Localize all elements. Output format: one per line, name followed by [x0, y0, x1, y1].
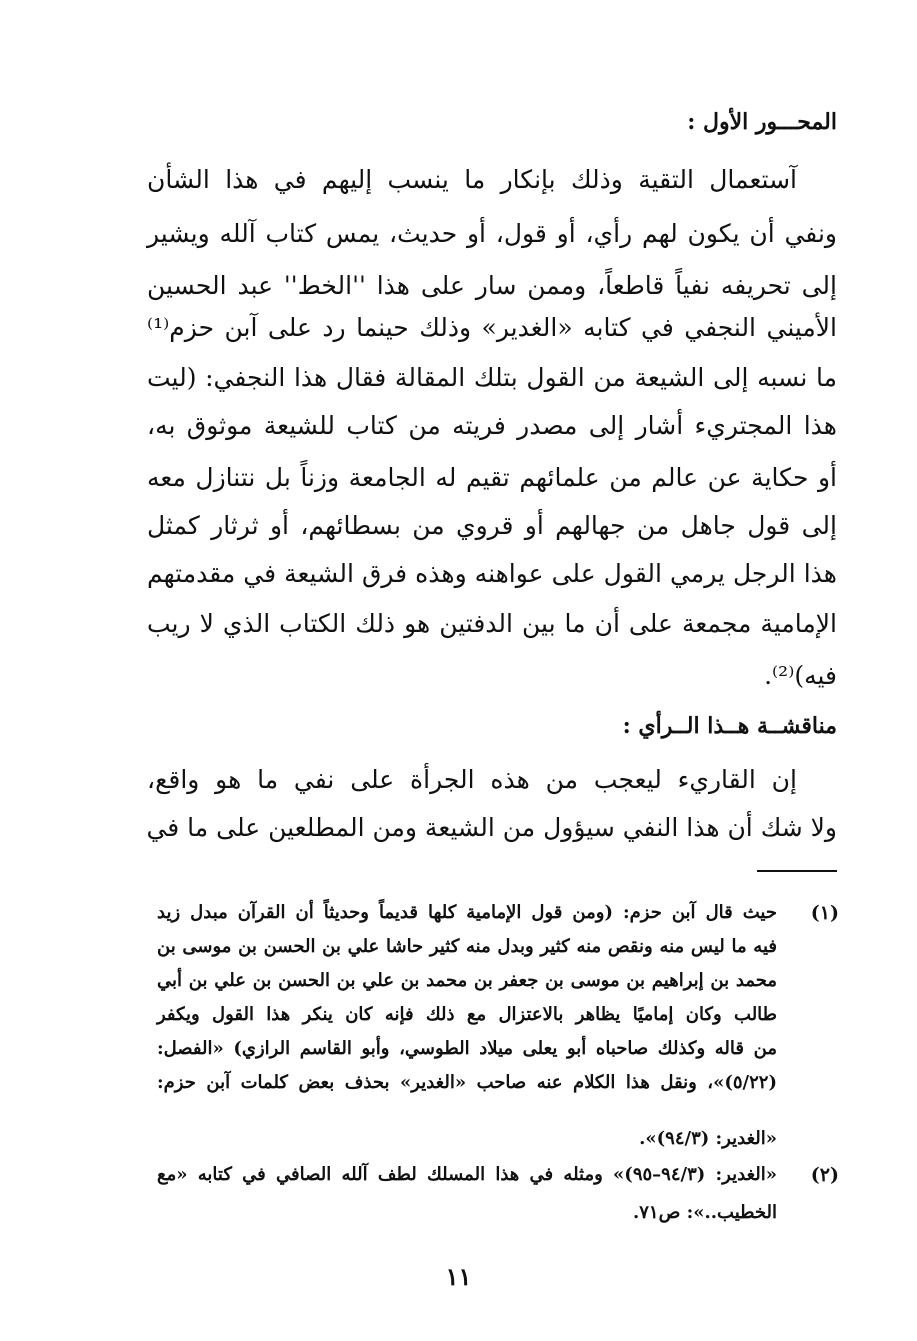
- footnote-line: (٥/٢٢)»، ونقل هذا الكلام عنه صاحب «الغدير» بحذف بعض كلمات آبن حزم:: [157, 1072, 777, 1093]
- footnote-line: «الغدير: (٩٤/٣)».: [639, 1128, 777, 1149]
- footnote-line: فيه ما ليس منه ونقص منه كثير وبدل منه كثير حاشا علي بن الحسن بن موسى بن: [157, 936, 777, 957]
- footnote-line: حيث قال آبن حزم: (ومن قول الإمامية كلها قديماً وحديثاً أن القرآن مبدل زيد: [157, 902, 777, 923]
- body-line: إلى تحريفه نفياً قاطعاً، وممن سار على هذا ''الخط'' عبد الحسين: [147, 271, 837, 300]
- body-line: الأميني النجفي في كتابه «الغدير» وذلك حينما رد على آبن حزم⁽¹⁾: [147, 313, 837, 342]
- footnote-number: (٢): [810, 1164, 839, 1186]
- section-heading-first-axis: المحـــور الأول :: [687, 109, 837, 135]
- body-line: فيه)⁽²⁾.: [764, 661, 837, 690]
- body-line: ونفي أن يكون لهم رأي، أو قول، أو حديث، يمس كتاب آلله ويشير: [147, 219, 837, 248]
- section-heading-discussion: مناقشــة هــذا الــرأي :: [622, 713, 837, 739]
- footnote-separator: [757, 870, 837, 872]
- footnote-line: من قاله وكذلك صاحباه أبو يعلى ميلاد الطوسي، وأبو القاسم الرازي) «الفصل:: [157, 1038, 777, 1059]
- body-line: هذا المجتريء أشار إلى مصدر فريته من كتاب للشيعة موثوق به،: [147, 411, 837, 440]
- body-line: إلى قول جاهل من جهالهم أو قروي من بسطائهم، أو ثرثار كمثل: [147, 511, 837, 540]
- body-line: ما نسبه إلى الشيعة من القول بتلك المقالة فقال هذا النجفي: (ليت: [147, 363, 837, 392]
- footnote-line: الخطيب..»: ص٧١.: [632, 1202, 777, 1223]
- body-line: الإمامية مجمعة على أن ما بين الدفتين هو ذلك الكتاب الذي لا ريب: [147, 609, 837, 638]
- page-number: ١١: [445, 1262, 472, 1291]
- body-line: هذا الرجل يرمي القول على عواهنه وهذه فرق الشيعة في مقدمتهم: [147, 559, 837, 588]
- body-line: ولا شك أن هذا النفي سيؤول من الشيعة ومن المطلعين على ما في: [146, 813, 837, 842]
- footnote-line: محمد بن إبراهيم بن موسى بن جعفر بن محمد بن علي بن الحسن بن علي بن أبي: [157, 970, 777, 991]
- footnote-line: «الغدير: (٩٤/٣–٩٥)» ومثله في هذا المسلك لطف آلله الصافي في كتابه «مع: [157, 1164, 777, 1185]
- footnote-line: طالب وكان إماميًا يظاهر بالاعتزال مع ذلك فإنه كان ينكر هذا القول ويكفر: [157, 1004, 777, 1025]
- body-line: آستعمال التقية وذلك بإنكار ما ينسب إليهم في هذا الشأن: [147, 165, 797, 194]
- body-line: إن القاريء ليعجب من هذه الجرأة على نفي ما هو واقع،: [147, 765, 797, 794]
- footnote-number: (١): [810, 902, 839, 924]
- body-line: أو حكاية عن عالم من علمائهم تقيم له الجامعة وزناً بل نتنازل معه: [147, 463, 837, 492]
